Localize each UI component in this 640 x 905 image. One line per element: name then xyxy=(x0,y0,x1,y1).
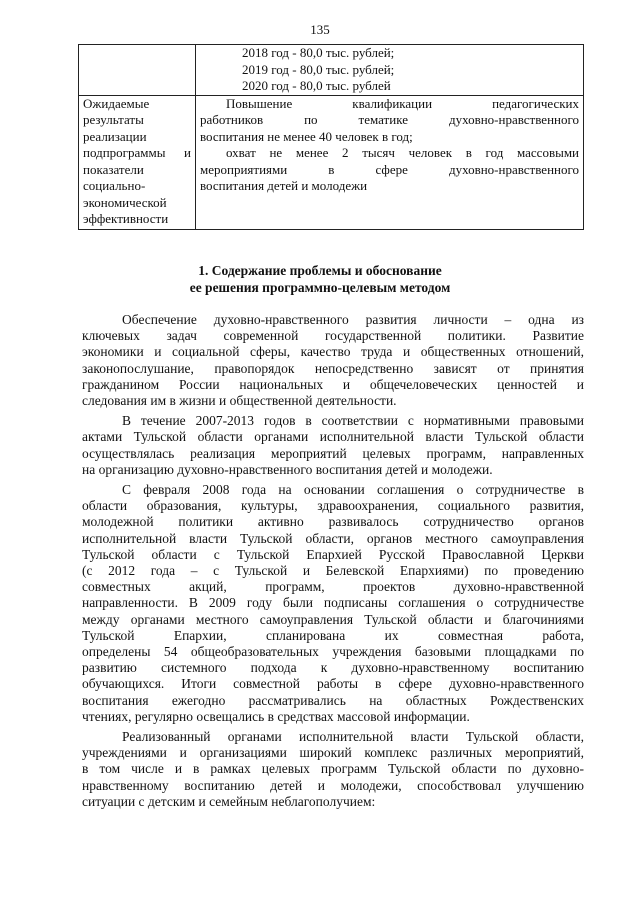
funding-label-cell xyxy=(79,45,196,96)
text-line: Тульской Епархии, спланирована их совместная работа, xyxy=(82,627,584,643)
text-line: экономики и социальной сферы, качество труда и общественных отношений, xyxy=(82,344,584,360)
result-text-line: Повышение квалификации педагогических xyxy=(226,95,579,111)
section-heading xyxy=(0,262,640,296)
text-line: воспитания ежегодно рассматривались на областных Рождественских xyxy=(82,692,584,708)
text-line: следования им в жизни и общественной деятельности. xyxy=(82,393,397,409)
program-info-table xyxy=(78,44,584,230)
result-text-line: воспитания не менее 40 человек в год; xyxy=(200,128,413,144)
text-line: учреждениями и организациями широкий комплекс различных мероприятий, xyxy=(82,745,584,761)
text-line: обучающихся. Итоги совместной работы в сфере духовно-нравственного xyxy=(82,676,584,692)
text-line: С февраля 2008 года на основании соглашения о сотрудничестве в xyxy=(122,482,584,498)
paragraph-cooperation xyxy=(82,482,584,725)
text-line: между органами местного самоуправления Тульской области и благочиниями xyxy=(82,611,584,627)
result-text-line: работников по тематике духовно-нравственного xyxy=(200,112,579,127)
paragraph-results xyxy=(82,729,584,810)
results-value-cell xyxy=(196,95,584,229)
funding-line: 2020 год - 80,0 тыс. рублей xyxy=(242,78,391,93)
text-line: направленности. В 2009 году были подписаны соглашения о сотрудничестве xyxy=(82,595,584,611)
text-line: ключевых задач современной государственной политики. Развитие xyxy=(82,328,584,344)
result-text-line: воспитания детей и молодежи xyxy=(200,178,368,193)
text-line: осуществлялась реализация мероприятий целевых программ, направленных xyxy=(82,445,584,461)
result-item-coverage xyxy=(200,145,579,195)
funding-row xyxy=(79,45,584,96)
funding-line: 2019 год - 80,0 тыс. рублей; xyxy=(242,61,395,77)
funding-line: 2018 год - 80,0 тыс. рублей; xyxy=(242,45,395,60)
results-label-line: результаты xyxy=(83,112,144,127)
text-line: молодежной политики активно развивалось сотрудничество органов xyxy=(82,514,584,530)
text-line: области образования, культуры, здравоохранения, социального развития, xyxy=(82,498,584,514)
result-text-line: мероприятиями в сфере духовно-нравственного xyxy=(200,161,579,177)
text-line: Реализованный органами исполнительной власти Тульской области, xyxy=(122,729,584,745)
paragraph-2007-2013 xyxy=(82,413,584,478)
text-line: актами Тульской области органами исполнительной власти Тульской области xyxy=(82,429,584,445)
section-heading-line: ее решения программно-целевым методом xyxy=(189,280,451,295)
text-line: Обеспечение духовно-нравственного развития личности – одна из xyxy=(122,312,584,327)
text-line: в том числе и в рамках целевых программ Тульской области по духовно- xyxy=(82,761,584,777)
text-line: законопослушание, правопорядок непосредственно зависят от принятия xyxy=(82,360,584,376)
results-row xyxy=(79,95,584,229)
text-line: чтениях, регулярно освещались в средствах массовой информации. xyxy=(82,708,470,724)
results-label-line: показатели xyxy=(83,161,144,177)
paragraph-importance xyxy=(82,312,584,409)
text-line: В течение 2007-2013 годов в соответствии с нормативными правовыми xyxy=(122,413,584,429)
section-heading-line: 1. Содержание проблемы и обоснование xyxy=(198,263,442,278)
text-line: определены 54 общеобразовательных учреждения базовыми площадками по xyxy=(82,644,584,660)
text-line: исполнительной власти Тульской области, органов местного самоуправления xyxy=(82,530,584,546)
funding-value-cell xyxy=(196,45,584,96)
text-line: на организацию духовно-нравственного воспитания детей и молодежи. xyxy=(82,461,493,477)
text-line: гражданином России национальных и общечеловеческих ценностей и xyxy=(82,376,584,392)
text-line: нравственному воспитанию детей и молодежи, способствовал улучшению xyxy=(82,777,584,793)
result-text-line: охват не менее 2 тысяч человек в год массовыми xyxy=(226,145,579,160)
body-text xyxy=(82,312,584,814)
results-label-line: экономической xyxy=(83,194,167,210)
text-line: Тульской области с Тульской Епархией Русской Православной Церкви xyxy=(82,546,584,562)
text-line: (с 2012 года – с Тульской и Белевской Епархиями) по проведению xyxy=(82,563,584,579)
text-line: совместных акций, программ, проектов духовно-нравственной xyxy=(82,579,584,595)
results-label-cell xyxy=(79,95,196,229)
text-line: развитию системного подхода к духовно-нравственному воспитанию xyxy=(82,660,584,676)
results-label-line: эффективности xyxy=(83,211,169,226)
results-label-line: социально- xyxy=(83,178,146,193)
results-label-line: подпрограммы и xyxy=(83,145,191,160)
result-item-qualification xyxy=(200,95,579,146)
results-label-line: Ожидаемые xyxy=(83,95,150,111)
text-line: ситуации с детским и семейным неблагополучием: xyxy=(82,793,376,809)
results-label-line: реализации xyxy=(83,128,147,144)
page-number: 135 xyxy=(310,22,330,37)
